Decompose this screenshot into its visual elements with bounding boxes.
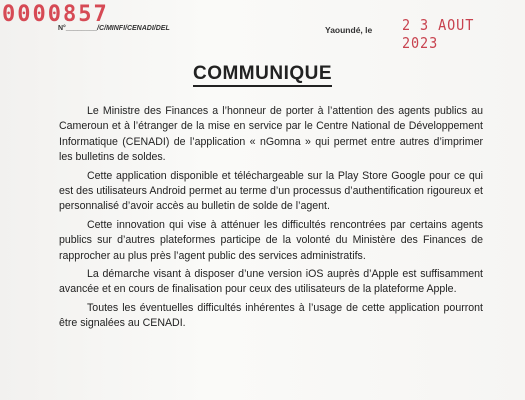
paragraph: Cette innovation qui vise à atténuer les difficultés rencontrées par certains agents publics sur d’autres plateformes participe de la volonté du Ministère des Finances de rapprocher au plus près l’agent public des services administratifs. [59,218,483,262]
paragraph: Cette application disponible et téléchargeable sur la Play Store Google pour ce qui est des utilisateurs Android permet au terme d’un processus d’authentification rigoureux et personnalisé d’avoir accès au bulletin de solde de l’agent. [59,169,483,213]
date-stamp: 2 3 AOUT 2023 [402,16,475,52]
reference-code: /C/MINFI/CENADI/DEL [97,25,170,32]
document-title-text: COMMUNIQUE [193,63,332,87]
reference-number-stamp: 0000857 [2,2,109,27]
paragraph: Toutes les éventuelles difficultés inhérentes à l’usage de cette application pourront être signalées au CENADI. [59,301,483,330]
document-title [0,63,525,85]
paragraph: Le Ministre des Finances a l’honneur de porter à l’attention des agents publics au Cameroun et à l’étranger de la mise en service par le Centre National de Développement Informatique (CENADI) de l’application « nGomna » qui permet entre autres d’imprimer les bulletins de soldes. [59,105,483,164]
reference-line: N°________/C/MINFI/CENADI/DEL [58,25,170,32]
paragraph: La démarche visant à disposer d’une version iOS auprès d’Apple est suffisamment avancée et en cours de finalisation pour ceux des utilisateurs de la plateforme Apple. [59,268,483,296]
place-label: Yaoundé, le [325,25,373,35]
communique-body [59,104,483,335]
reference-prefix: N° [58,25,66,32]
